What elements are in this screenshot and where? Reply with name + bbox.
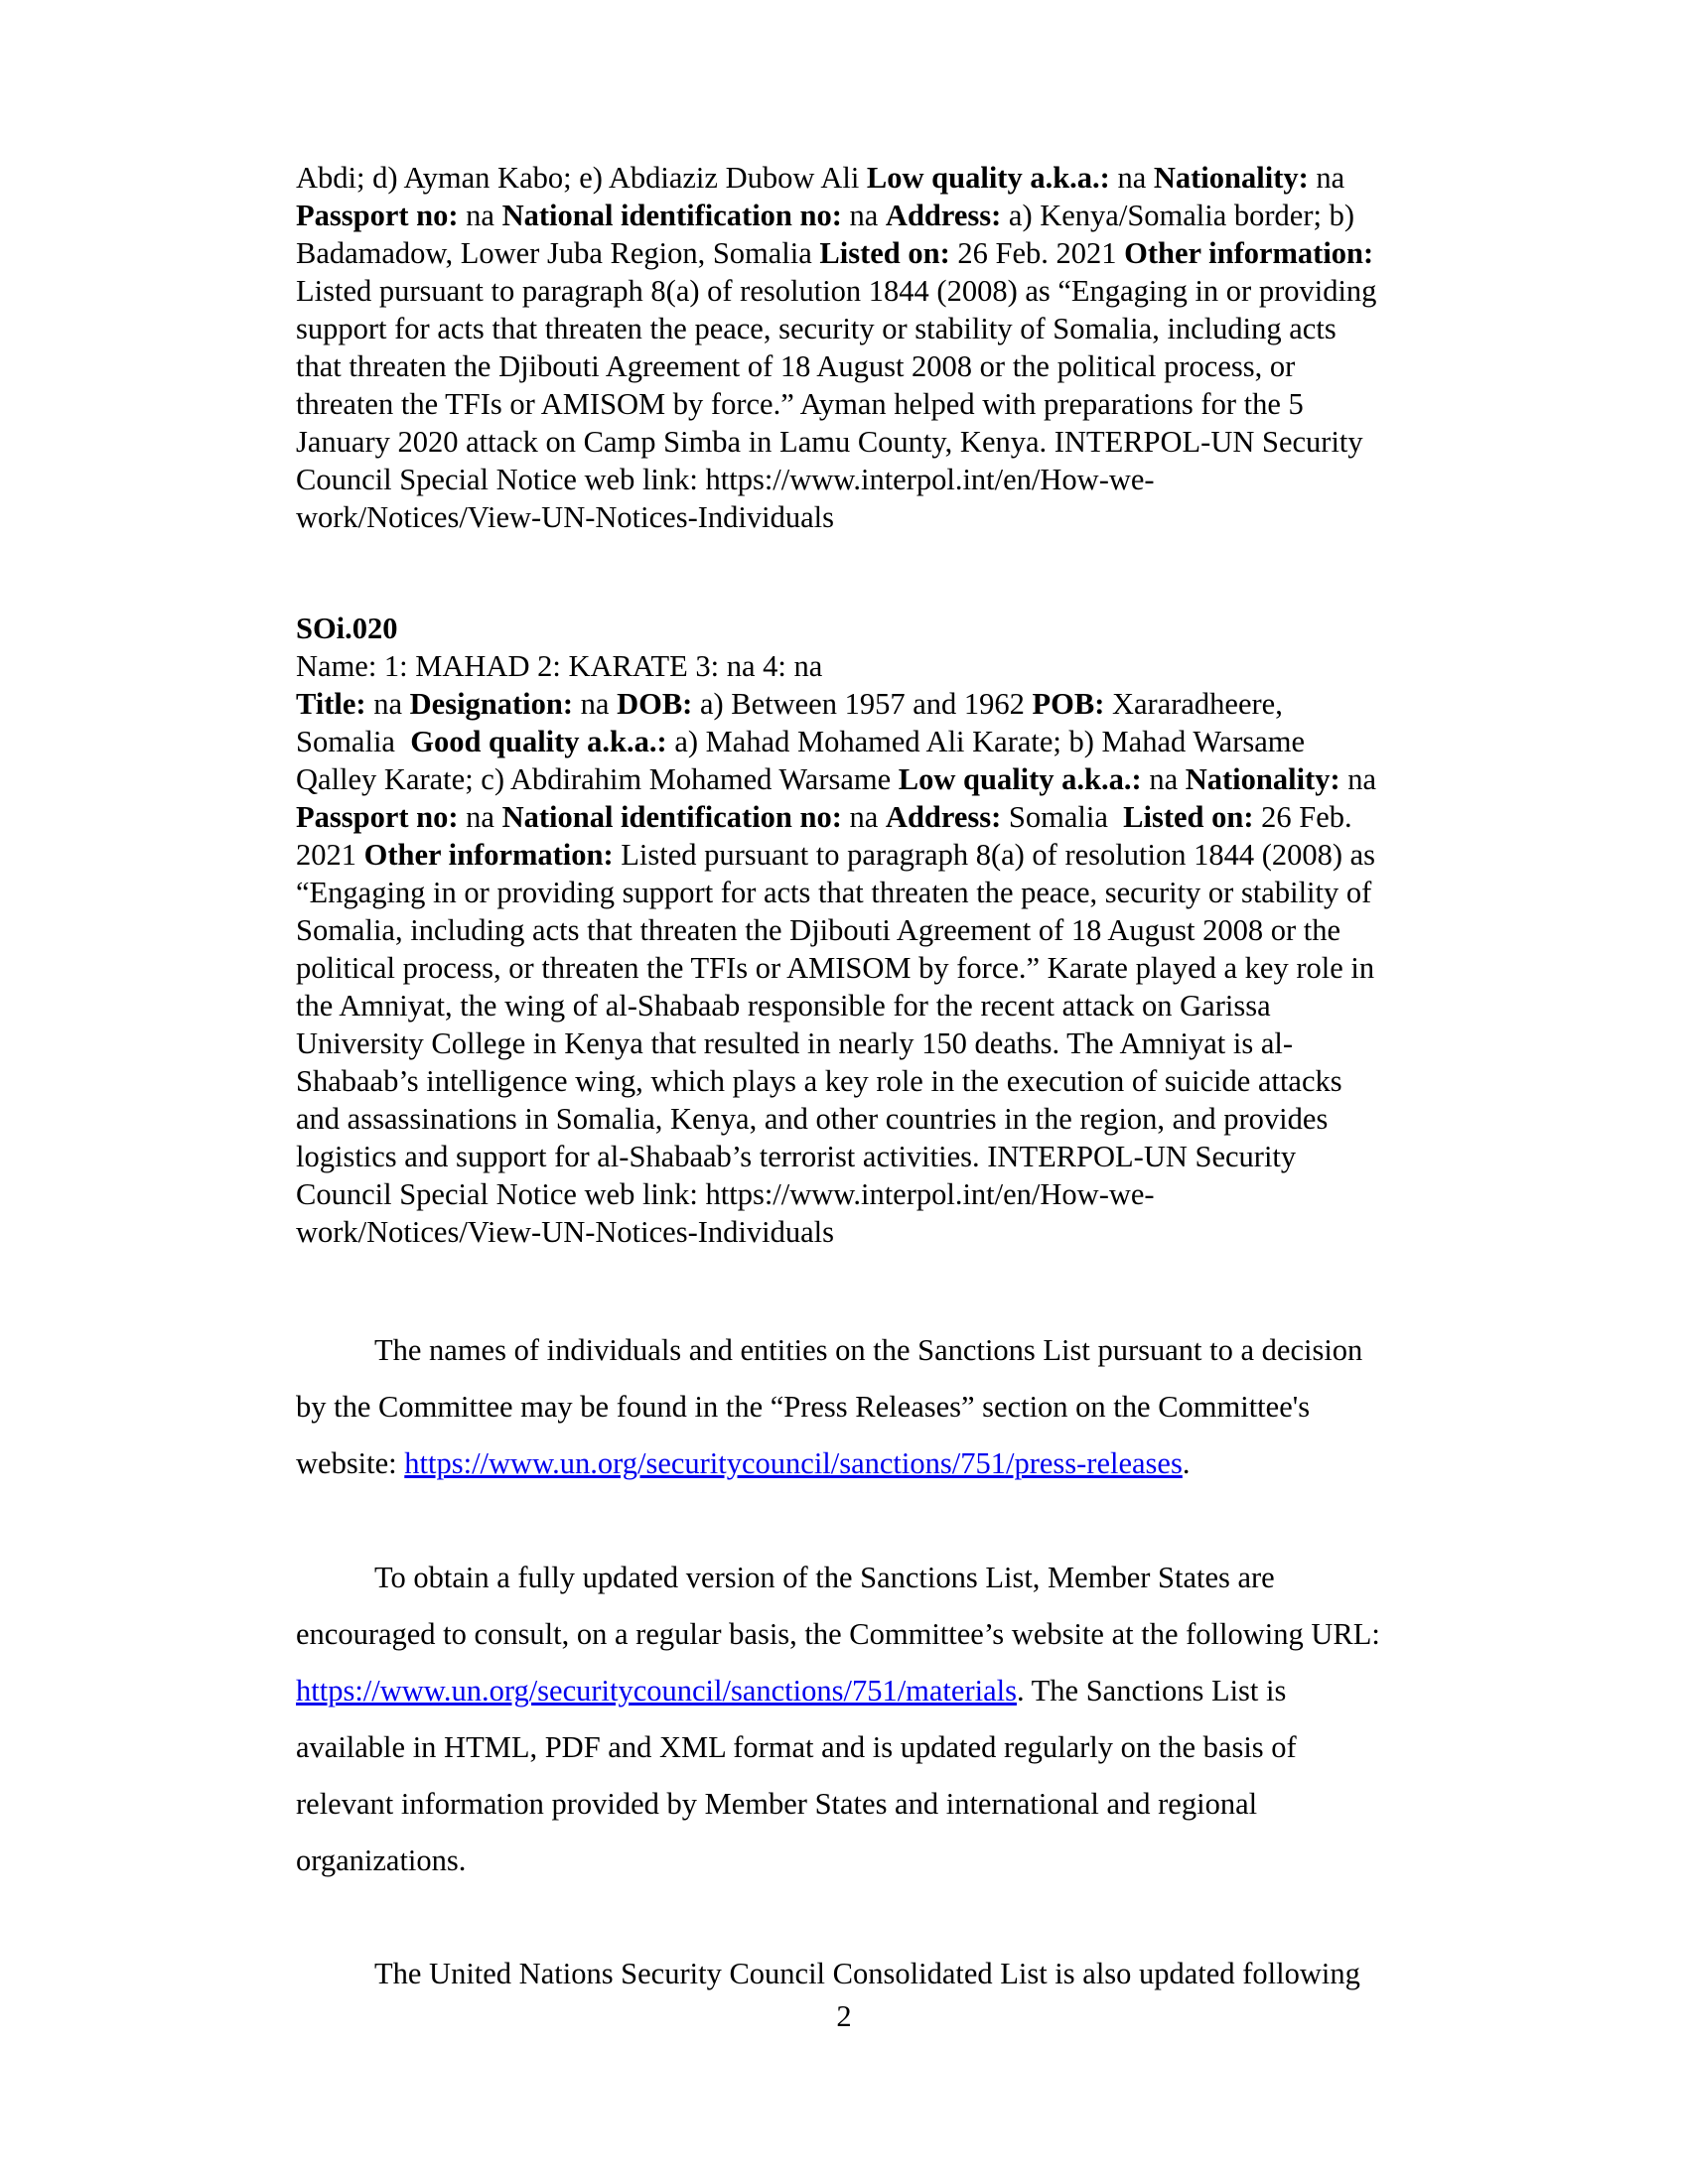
entry-line: University College in Kenya that resulted in nearly 150 deaths. The Amniyat is al- xyxy=(296,1026,1294,1060)
entry-line: January 2020 attack on Camp Simba in Lamu County, Kenya. INTERPOL-UN Security xyxy=(296,425,1363,459)
field-label: Passport no: xyxy=(296,800,459,834)
entry-line: Shabaab’s intelligence wing, which plays a key role in the execution of suicide attacks xyxy=(296,1064,1342,1098)
entry-line: work/Notices/View-UN-Notices-Individuals xyxy=(296,500,834,534)
text: na xyxy=(1339,762,1377,796)
text: 2021 xyxy=(296,838,364,872)
entry-id-heading: SOi.020 xyxy=(296,612,398,645)
paragraph-text xyxy=(296,1550,1477,1606)
text: Somalia xyxy=(1001,800,1124,834)
entry-line xyxy=(296,197,1477,234)
sanctions-entry xyxy=(296,647,1477,1251)
text: na xyxy=(365,687,410,721)
entry-line: that threaten the Djibouti Agreement of 18 August 2008 or the political process, or xyxy=(296,349,1296,383)
paragraph-line: encouraged to consult, on a regular basis, the Committee’s website at the following URL: xyxy=(296,1617,1380,1651)
press-releases-paragraph xyxy=(296,1322,1477,1492)
text: na xyxy=(573,687,618,721)
text: Qalley Karate; c) Abdirahim Mohamed Warsame xyxy=(296,762,899,796)
paragraph-text xyxy=(296,1322,1477,1379)
paragraph-line xyxy=(296,1663,1477,1719)
sanctions-list-paragraph xyxy=(296,1550,1477,1889)
entry-line xyxy=(296,723,1477,760)
field-label: Listed on: xyxy=(819,236,950,270)
field-label: Other information: xyxy=(1124,236,1374,270)
paragraph-line: The names of individuals and entities on the Sanctions List pursuant to a decision xyxy=(374,1333,1363,1367)
text: na xyxy=(458,199,502,232)
field-label: Listed on: xyxy=(1123,800,1254,834)
entry-line: Listed pursuant to paragraph 8(a) of resolution 1844 (2008) as “Engaging in or providing xyxy=(296,274,1377,308)
paragraph-line xyxy=(296,1435,1477,1492)
field-label: Good quality a.k.a.: xyxy=(410,725,667,758)
entry-line xyxy=(296,234,1477,272)
paragraph-line: To obtain a fully updated version of the Sanctions List, Member States are xyxy=(374,1561,1275,1594)
text: a) Mahad Mohamed Ali Karate; b) Mahad Warsame xyxy=(666,725,1306,758)
field-label: National identification no: xyxy=(501,800,842,834)
text: na xyxy=(458,800,502,834)
text: Xararadheere, xyxy=(1104,687,1283,721)
text: na xyxy=(841,800,886,834)
text: website: xyxy=(296,1446,405,1480)
text: na xyxy=(1141,762,1186,796)
entry-line: political process, or threaten the TFIs or AMISOM by force.” Karate played a key role in xyxy=(296,951,1375,985)
text: a) Kenya/Somalia border; b) xyxy=(1001,199,1355,232)
entry-line: the Amniyat, the wing of al-Shabaab responsible for the recent attack on Garissa xyxy=(296,989,1271,1023)
paragraph-line: by the Committee may be found in the “Press Releases” section on the Committee's xyxy=(296,1390,1311,1424)
entry-line: logistics and support for al-Shabaab’s terrorist activities. INTERPOL-UN Security xyxy=(296,1140,1297,1173)
page-number: 2 xyxy=(836,1999,852,2033)
press-releases-link[interactable]: https://www.un.org/securitycouncil/sanctions/751/press-releases xyxy=(404,1446,1183,1480)
text: Listed pursuant to paragraph 8(a) of resolution 1844 (2008) as xyxy=(613,838,1376,872)
entry-line: Name: 1: MAHAD 2: KARATE 3: na 4: na xyxy=(296,649,823,683)
text: Somalia xyxy=(296,725,411,758)
entry-line: threaten the TFIs or AMISOM by force.” Ayman helped with preparations for the 5 xyxy=(296,387,1304,421)
field-label: Designation: xyxy=(409,687,574,721)
field-label: Low quality a.k.a.: xyxy=(898,762,1142,796)
field-label: Other information: xyxy=(363,838,614,872)
text: na xyxy=(1109,161,1154,195)
text: Badamadow, Lower Juba Region, Somalia xyxy=(296,236,820,270)
text: 26 Feb. 2021 xyxy=(949,236,1125,270)
field-label: National identification no: xyxy=(501,199,842,232)
field-label: DOB: xyxy=(617,687,693,721)
consolidated-list-paragraph xyxy=(296,1946,1477,2002)
paragraph-line: The United Nations Security Council Consolidated List is also updated following xyxy=(374,1957,1360,1990)
text: na xyxy=(1308,161,1345,195)
text: . xyxy=(1182,1446,1191,1480)
field-label: Title: xyxy=(296,687,366,721)
sanctions-entry-continued xyxy=(296,159,1477,536)
entry-line: “Engaging in or providing support for acts that threaten the peace, security or stability of xyxy=(296,876,1372,909)
field-label: Low quality a.k.a.: xyxy=(866,161,1110,195)
entry-line xyxy=(296,798,1477,836)
text: Abdi; d) Ayman Kabo; e) Abdiaziz Dubow Ali xyxy=(296,161,867,195)
field-label: POB: xyxy=(1032,687,1105,721)
field-label: Address: xyxy=(885,199,1002,232)
field-label: Address: xyxy=(885,800,1002,834)
entry-line xyxy=(296,685,1477,723)
paragraph-line: available in HTML, PDF and XML format and is updated regularly on the basis of xyxy=(296,1730,1297,1764)
field-label: Nationality: xyxy=(1153,161,1309,195)
text: na xyxy=(841,199,886,232)
entry-line xyxy=(296,159,1477,197)
materials-link[interactable]: https://www.un.org/securitycouncil/sanctions/751/materials xyxy=(296,1674,1017,1707)
paragraph-text xyxy=(296,1946,1477,2002)
text: . The Sanctions List is xyxy=(1016,1674,1287,1707)
entry-line: and assassinations in Somalia, Kenya, and other countries in the region, and provides xyxy=(296,1102,1329,1136)
entry-line xyxy=(296,836,1477,874)
entry-line: work/Notices/View-UN-Notices-Individuals xyxy=(296,1215,834,1249)
entry-line: support for acts that threaten the peace, security or stability of Somalia, including acts xyxy=(296,312,1336,345)
entry-line: Somalia, including acts that threaten the Djibouti Agreement of 18 August 2008 or the xyxy=(296,913,1341,947)
text: 26 Feb. xyxy=(1253,800,1352,834)
entry-line xyxy=(296,760,1477,798)
field-label: Nationality: xyxy=(1185,762,1340,796)
paragraph-line: relevant information provided by Member States and international and regional xyxy=(296,1787,1258,1821)
paragraph-line: organizations. xyxy=(296,1843,467,1877)
field-label: Passport no: xyxy=(296,199,459,232)
entry-line: Council Special Notice web link: https://www.interpol.int/en/How-we- xyxy=(296,463,1155,496)
entry-line: Council Special Notice web link: https://www.interpol.int/en/How-we- xyxy=(296,1177,1155,1211)
text: a) Between 1957 and 1962 xyxy=(692,687,1033,721)
